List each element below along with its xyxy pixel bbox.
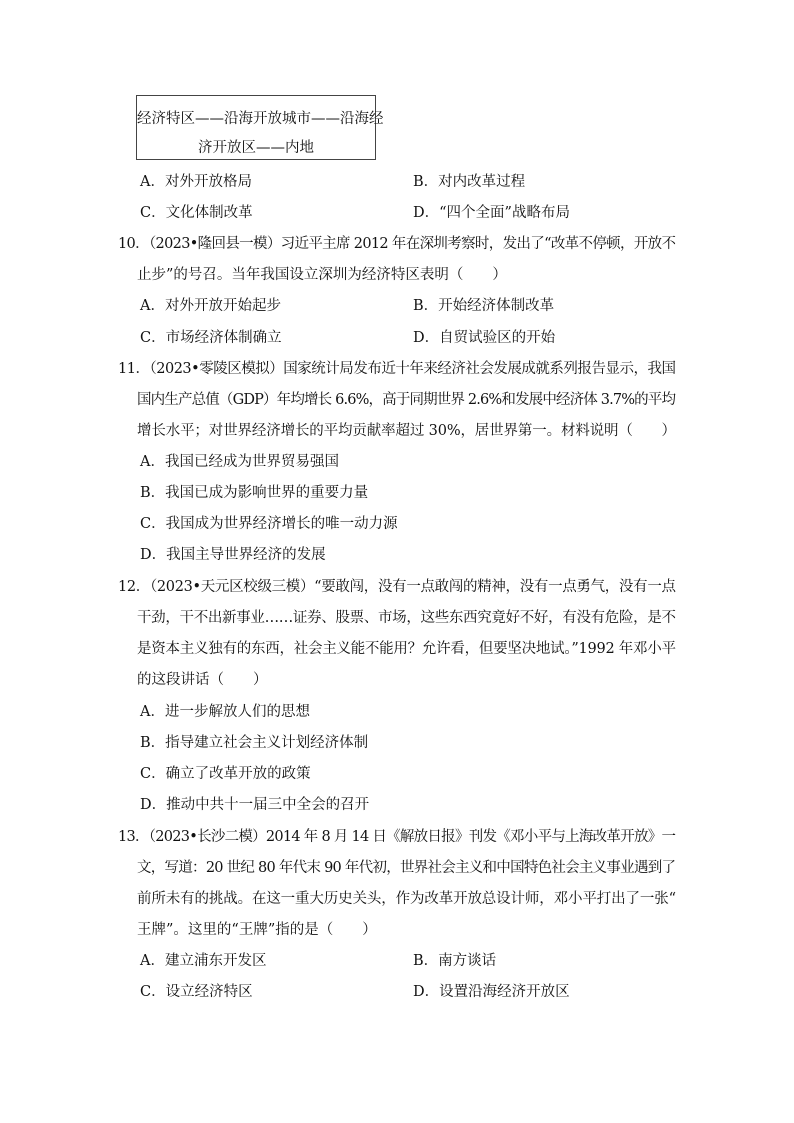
q13-option-d[interactable]: D．设置沿海经济开放区 (413, 984, 570, 1000)
q10-stem-line-1: 10．（2023•隆回县一模）习近平主席 2012 年在深圳考察时，发出了“改革不停顿，开放不 (118, 236, 676, 252)
material-box (136, 95, 384, 160)
q11-stem-line-1: 11．（2023•零陵区模拟）国家统计局发布近十年来经济社会发展成就系列报告显示，我国 (118, 361, 676, 377)
q12-stem-line-2: 干劲，干不出新事业……证券、股票、市场，这些东西究竟好不好，有没有危险，是不 (137, 610, 676, 626)
q11-option-b[interactable]: B．我国已成为影响世界的重要力量 (140, 485, 369, 501)
q10-option-a[interactable]: A．对外开放开始起步 (140, 298, 281, 314)
q12-stem-line-4: 的这段讲话（ ） (137, 672, 268, 688)
q12-option-d[interactable]: D．推动中共十一届三中全会的召开 (140, 797, 370, 813)
q10-stem-line-2: 止步”的号召。当年我国设立深圳为经济特区表明（ ） (137, 267, 507, 283)
q12-option-a[interactable]: A．进一步解放人们的思想 (140, 704, 310, 720)
q11-stem-line-2: 国内生产总值（GDP）年均增长 6.6%，高于同期世界 2.6%和发展中经济体 3.7%的平均 (137, 392, 676, 408)
q10-option-c[interactable]: C．市场经济体制确立 (140, 330, 282, 346)
q9-option-b[interactable]: B．对内改革过程 (413, 174, 526, 190)
q11-stem-line-3: 增长水平；对世界经济增长的平均贡献率超过 30%，居世界第一。材料说明（ ） (137, 423, 676, 439)
q11-option-c[interactable]: C．我国成为世界经济增长的唯一动力源 (140, 516, 398, 532)
q12-stem-line-3: 是资本主义独有的东西，社会主义能不能用？允许看，但要坚决地试。”1992 年邓小平 (137, 641, 676, 657)
q9-option-a[interactable]: A．对外开放格局 (140, 174, 252, 190)
box-text-line-1: 经济特区——沿海开放城市——沿海经 (137, 111, 384, 127)
q11-option-a[interactable]: A．我国已经成为世界贸易强国 (140, 454, 339, 470)
q12-option-c[interactable]: C．确立了改革开放的政策 (140, 766, 311, 782)
q13-option-c[interactable]: C．设立经济特区 (140, 984, 253, 1000)
q13-stem-line-2: 文，写道：20 世纪 80 年代末 90 年代初，世界社会主义和中国特色社会主义事业遇到了 (137, 860, 676, 876)
q13-option-a[interactable]: A．建立浦东开发区 (140, 953, 267, 969)
q11-option-d[interactable]: D．我国主导世界经济的发展 (140, 547, 326, 563)
q9-option-c[interactable]: C．文化体制改革 (140, 205, 253, 221)
q9-option-d[interactable]: D．“四个全面”战略布局 (413, 205, 570, 221)
q10-option-b[interactable]: B．开始经济体制改革 (413, 298, 555, 314)
q10-option-d[interactable]: D．自贸试验区的开始 (413, 330, 556, 346)
q13-stem-line-1: 13．（2023•长沙二模）2014 年 8 月 14 日《解放日报》刊发《邓小平与上海改革开放》一 (118, 829, 676, 845)
q13-stem-line-4: 王牌”。这里的“王牌”指的是（ ） (137, 922, 377, 938)
q13-option-b[interactable]: B．南方谈话 (413, 953, 497, 969)
q12-option-b[interactable]: B．指导建立社会主义计划经济体制 (140, 735, 369, 751)
box-text-line-2: 济开放区——内地 (198, 140, 314, 156)
q13-stem-line-3: 前所未有的挑战。在这一重大历史关头，作为改革开放总设计师，邓小平打出了一张“ (137, 891, 676, 907)
q12-stem-line-1: 12．（2023•天元区校级三模）“要敢闯，没有一点敢闯的精神，没有一点勇气，没有一点 (118, 579, 676, 595)
